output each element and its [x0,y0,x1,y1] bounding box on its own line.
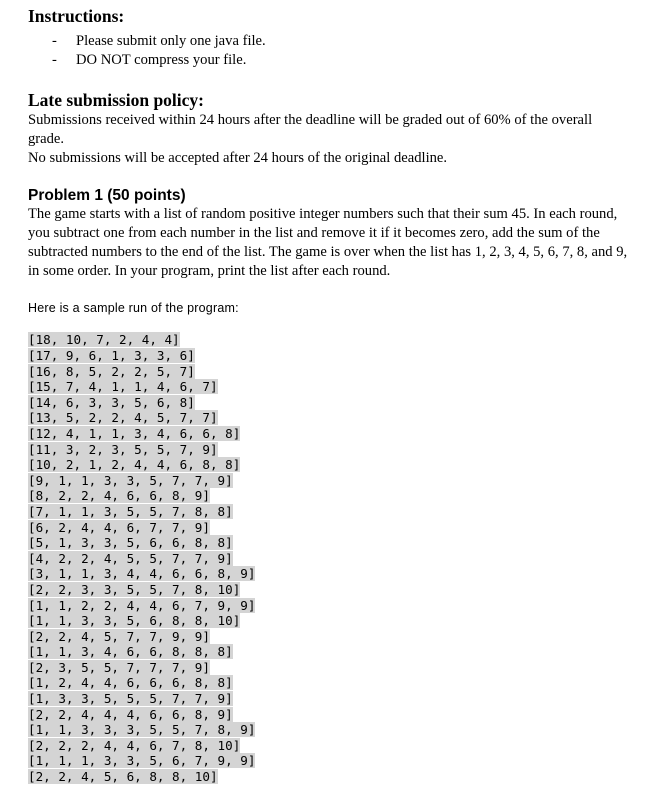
output-line: [1, 1, 3, 3, 5, 6, 8, 8, 10] [28,613,241,629]
output-line: [8, 2, 2, 4, 6, 6, 8, 9] [28,488,210,504]
output-line: [2, 3, 5, 5, 7, 7, 7, 9] [28,659,210,675]
output-line: [1, 3, 3, 5, 5, 5, 7, 7, 9] [28,691,233,707]
list-item: - DO NOT compress your file. [52,52,247,68]
output-line: [1, 1, 2, 2, 4, 4, 6, 7, 9, 9] [28,597,256,613]
output-line: [10, 2, 1, 2, 4, 4, 6, 8, 8] [28,457,241,473]
output-line: [9, 1, 1, 3, 3, 5, 7, 7, 9] [28,472,233,488]
output-line: [13, 5, 2, 2, 4, 5, 7, 7] [28,410,218,426]
output-line: [15, 7, 4, 1, 1, 4, 6, 7] [28,379,218,395]
output-line: [6, 2, 4, 4, 6, 7, 7, 9] [28,519,210,535]
output-line: [1, 1, 1, 3, 3, 5, 6, 7, 9, 9] [28,753,256,769]
output-line: [1, 2, 4, 4, 6, 6, 6, 8, 8] [28,675,233,691]
sample-run-intro: Here is a sample run of the program: [28,301,239,316]
sample-output [28,332,638,784]
output-line: [1, 1, 3, 4, 6, 6, 8, 8, 8] [28,644,233,660]
document-page [28,0,638,785]
instructions-list [28,32,638,70]
output-line: [17, 9, 6, 1, 3, 3, 6] [28,348,195,364]
late-policy-heading: Late submission policy: [28,90,204,110]
output-line: [4, 2, 2, 4, 5, 5, 7, 7, 9] [28,550,233,566]
instruction-text: DO NOT compress your file. [76,52,247,68]
output-line: [2, 2, 2, 4, 4, 6, 7, 8, 10] [28,737,241,753]
output-line: [1, 1, 3, 3, 3, 5, 5, 7, 8, 9] [28,722,256,738]
output-line: [11, 3, 2, 3, 5, 5, 7, 9] [28,441,218,457]
output-line: [2, 2, 4, 4, 4, 6, 6, 8, 9] [28,706,233,722]
problem-description: The game starts with a list of random positive integer numbers such that their sum 45. In each round, you subtract one from each number in the list and remove it if it becomes zero, add the sum of the subtracted numbers to the end of the list. The game is over when the list has 1, 2, 3, 4, 5, 6, 7, 8, and 9, in some order. In your program, print the list after each round. [28,205,628,280]
output-line: [5, 1, 3, 3, 5, 6, 6, 8, 8] [28,535,233,551]
late-policy-text-2: No submissions will be accepted after 24 hours of the original deadline. [28,150,448,167]
output-line: [18, 10, 7, 2, 4, 4] [28,332,180,348]
instruction-text: Please submit only one java file. [76,33,266,49]
output-line: [2, 2, 3, 3, 5, 5, 7, 8, 10] [28,581,241,597]
output-line: [2, 2, 4, 5, 6, 8, 8, 10] [28,769,218,785]
late-policy-text-1: Submissions received within 24 hours after the deadline will be graded out of 60% of the overall grade. [28,112,593,148]
output-line: [14, 6, 3, 3, 5, 6, 8] [28,394,195,410]
list-item: - Please submit only one java file. [52,33,266,49]
output-line: [7, 1, 1, 3, 5, 5, 7, 8, 8] [28,503,233,519]
instructions-heading: Instructions: [28,6,125,26]
output-line: [16, 8, 5, 2, 2, 5, 7] [28,363,195,379]
output-line: [3, 1, 1, 3, 4, 4, 6, 6, 8, 9] [28,566,256,582]
output-line: [12, 4, 1, 1, 3, 4, 6, 6, 8] [28,425,241,441]
output-line: [2, 2, 4, 5, 7, 7, 9, 9] [28,628,210,644]
problem-heading: Problem 1 (50 points) [28,186,186,204]
